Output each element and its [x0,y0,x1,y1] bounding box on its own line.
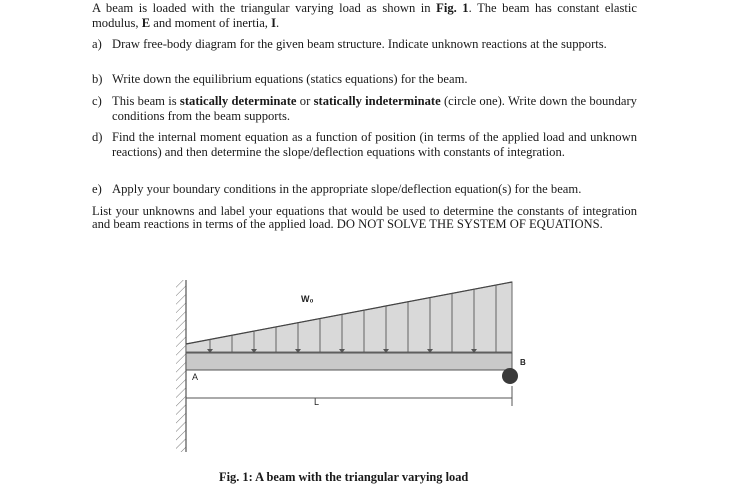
roller-support-b [502,368,518,384]
option-statically-determinate: statically determinate [179,94,297,108]
question-c-text-2: or [296,94,314,108]
problem-intro [92,1,637,31]
beam-figure [170,276,530,466]
question-label: c) [92,94,102,108]
closing-instructions: List your unknowns and label your equations that would be used to determine the constants of integration and beam reactions in terms of the applied load. DO NOT SOLVE THE SYSTEM OF EQUATIONS. [92,204,637,231]
moment-of-inertia-symbol: I [271,16,277,30]
intro-text-1: A beam is loaded with the triangular varying load as shown in [92,1,437,15]
question-b [92,72,637,87]
beam-diagram [170,276,530,466]
question-text: Write down the equilibrium equations (statics equations) for the beam. [112,72,468,86]
figure-caption: Fig. 1: A beam with the triangular varying load [219,470,469,484]
figure-reference: Fig. 1 [436,1,469,15]
fixed-wall-support [176,280,186,452]
length-dimension-line [186,386,512,406]
support-b-label: B [520,358,526,367]
question-text: Draw free-body diagram for the given beam structure. Indicate unknown reactions at the supports. [112,37,607,51]
intro-text-4: . [276,16,280,30]
question-text: Apply your boundary conditions in the appropriate slope/deflection equation(s) for the beam. [112,182,582,196]
elastic-modulus-symbol: E [141,16,151,30]
load-intensity-label: W₀ [301,294,314,304]
question-c [92,94,637,124]
option-statically-indeterminate: statically indeterminate [313,94,441,108]
question-label: d) [92,130,103,144]
question-c-text-1: This beam is [112,94,180,108]
support-a-label: A [192,372,199,382]
question-label: a) [92,37,102,51]
question-text: Find the internal moment equation as a function of position (in terms of the applied load and unknown reactions) and then determine the slope/deflection equations with constants of integration. [112,130,637,159]
question-a [92,37,637,52]
question-text [112,94,637,124]
question-label: e) [92,182,102,196]
intro-text-2: . The beam has constant elastic modulus, [92,1,637,30]
length-label: L [314,397,320,407]
beam [186,353,512,370]
triangular-load [186,282,512,353]
question-d [92,130,637,160]
question-label: b) [92,72,103,86]
question-c-text-3: (circle one). Write down the boundary conditions from the beam supports. [112,94,637,123]
intro-text-3: and moment of inertia, [150,16,272,30]
question-e [92,182,637,197]
